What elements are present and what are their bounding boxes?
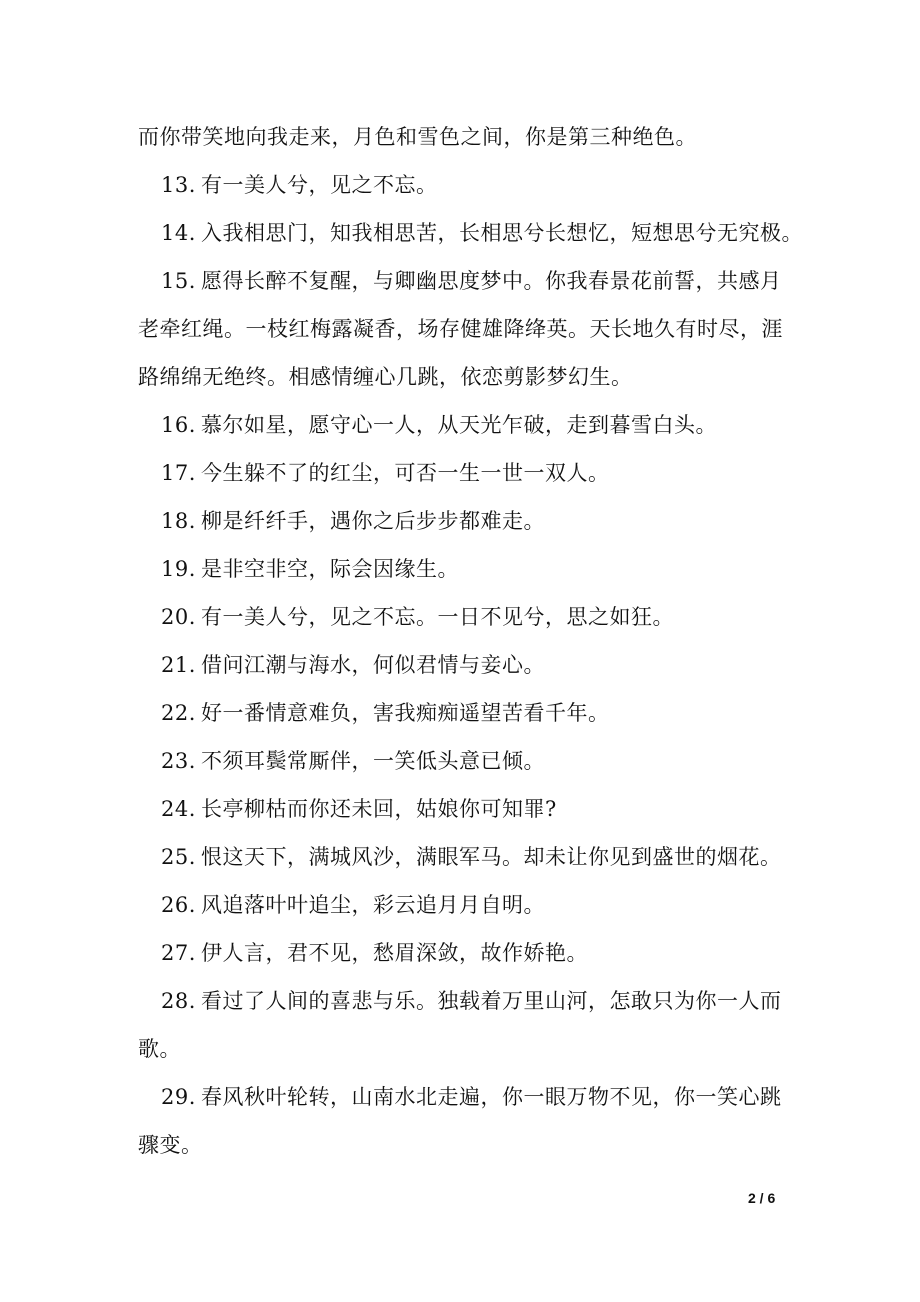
item-number: 27.: [161, 941, 196, 965]
item-text: 伊人言，君不见，愁眉深敛，故作娇艳。: [201, 941, 588, 965]
item-text: 有一美人兮，见之不忘。: [201, 173, 438, 197]
list-item: [138, 603, 674, 631]
item-number: 15.: [161, 269, 196, 293]
list-item: [138, 555, 459, 583]
item-number: 25.: [161, 845, 196, 869]
item-text: 借问江潮与海水，何似君情与妾心。: [201, 653, 545, 677]
item-text: 今生躲不了的红尘，可否一生一世一双人。: [201, 461, 610, 485]
item-number: 20.: [161, 605, 196, 629]
item-text: 是非空非空，际会因缘生。: [201, 557, 459, 581]
item-number: 18.: [161, 509, 196, 533]
item-number: 16.: [161, 413, 196, 437]
item-number: 29.: [161, 1085, 196, 1109]
item-text: 愿得长醉不复醒，与卿幽思度梦中。你我春景花前誓，共感月: [201, 269, 782, 293]
item-number: 19.: [161, 557, 196, 581]
item-continuation: 路绵绵无绝终。相感情缠心几跳，依恋剪影梦幻生。: [138, 365, 633, 389]
item-text: 看过了人间的喜悲与乐。独载着万里山河，怎敢只为你一人而: [201, 989, 782, 1013]
item-text: 不须耳鬓常厮伴，一笑低头意已倾。: [201, 749, 545, 773]
item-number: 24.: [161, 797, 196, 821]
continuation-text: 而你带笑地向我走来，月色和雪色之间，你是第三种绝色。: [138, 125, 697, 149]
list-item: [138, 795, 557, 823]
item-text: 春风秋叶轮转，山南水北走遍，你一眼万物不见，你一笑心跳: [201, 1085, 782, 1109]
item-text: 入我相思门，知我相思苦，长相思兮长想忆，短想思兮无究极。: [201, 221, 803, 245]
item-continuation: 歌。: [138, 1037, 181, 1061]
item-text: 好一番情意难负，害我痴痴遥望苦看千年。: [201, 701, 610, 725]
list-item: [138, 1083, 782, 1111]
item-text: 有一美人兮，见之不忘。一日不见兮，思之如狂。: [201, 605, 674, 629]
page-number: 2 / 6: [748, 1190, 776, 1206]
item-text: 恨这天下，满城风沙，满眼军马。却未让你见到盛世的烟花。: [201, 845, 782, 869]
item-continuation: 骤变。: [138, 1133, 203, 1157]
item-text: 慕尔如星，愿守心一人，从天光乍破，走到暮雪白头。: [201, 413, 717, 437]
item-number: 17.: [161, 461, 196, 485]
item-number: 23.: [161, 749, 196, 773]
item-continuation: 老牵红绳。一枝红梅露凝香，场存健雄降绛英。天长地久有时尽，涯: [138, 317, 783, 341]
list-item: [138, 507, 545, 535]
list-item: [138, 843, 782, 871]
item-number: 26.: [161, 893, 196, 917]
list-item: [138, 651, 545, 679]
list-item: [138, 459, 610, 487]
list-item: [138, 219, 803, 247]
list-item: [138, 939, 588, 967]
item-number: 28.: [161, 989, 196, 1013]
list-item: [138, 699, 610, 727]
list-item: [138, 411, 717, 439]
list-item: [138, 267, 782, 295]
item-number: 22.: [161, 701, 196, 725]
list-item: [138, 171, 438, 199]
item-number: 21.: [161, 653, 196, 677]
item-text: 风追落叶叶追尘，彩云追月月自明。: [201, 893, 545, 917]
item-number: 13.: [161, 173, 196, 197]
list-item: [138, 891, 545, 919]
item-text: 柳是纤纤手，遇你之后步步都难走。: [201, 509, 545, 533]
list-item: [138, 987, 782, 1015]
item-number: 14.: [161, 221, 196, 245]
item-text: 长亭柳枯而你还未回，姑娘你可知罪?: [201, 797, 557, 821]
list-item: [138, 747, 545, 775]
